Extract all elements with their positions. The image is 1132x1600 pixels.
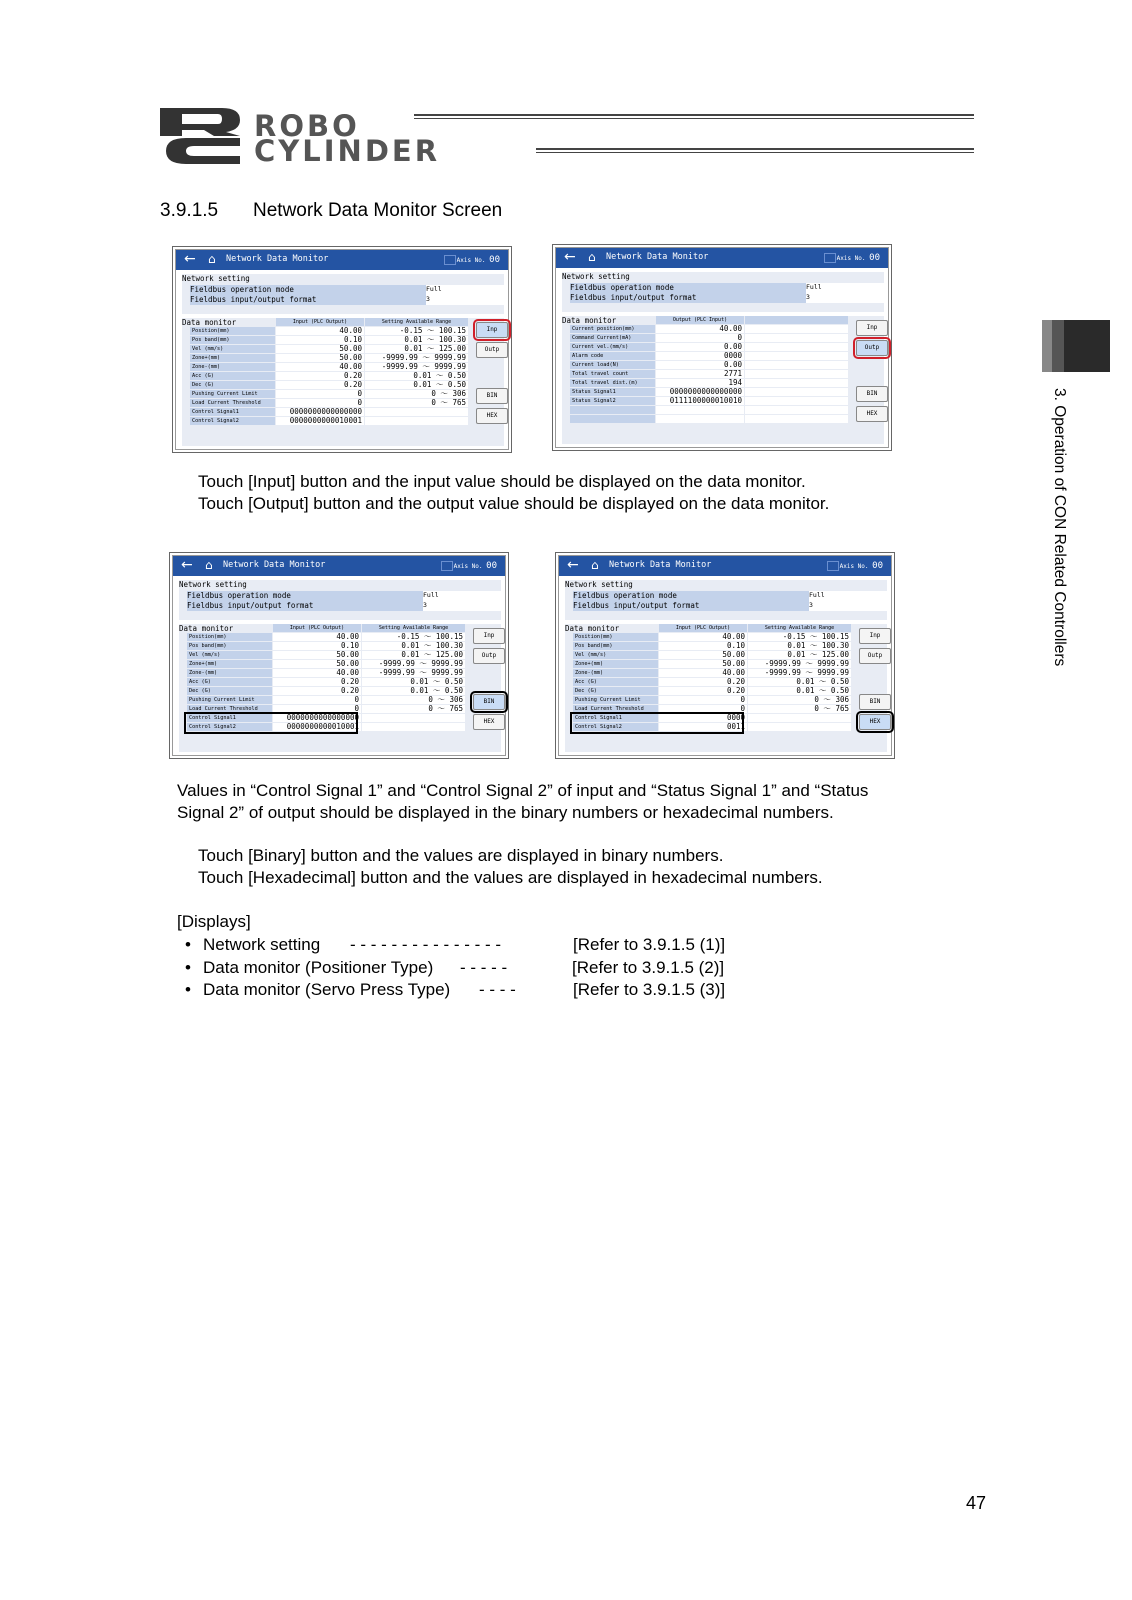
row-value: 40.00: [659, 669, 747, 677]
row-value: 40.00: [659, 633, 747, 641]
network-setting-label: Network setting: [565, 580, 633, 589]
bin-button[interactable]: BIN: [856, 386, 888, 402]
outp-button[interactable]: Outp: [856, 340, 888, 356]
back-arrow-icon[interactable]: ←: [181, 557, 193, 573]
row-value: 0.10: [273, 642, 361, 650]
row-range: -9999.99 ～ 9999.99: [365, 354, 468, 362]
row-range: 0.01 ～ 125.00: [748, 651, 851, 659]
table-row: [190, 381, 470, 390]
row-value: 0.20: [273, 678, 361, 686]
row-value: 40.00: [276, 327, 364, 335]
row-label: Pushing Current Limit: [190, 390, 275, 398]
row-label: Acc (G): [187, 678, 272, 686]
row-range: 0 ～ 765: [748, 705, 851, 713]
row-label: Zone+(mm): [190, 354, 275, 362]
row-label: Zone+(mm): [573, 660, 658, 668]
column-header-range: Setting Available Range: [365, 318, 468, 326]
row-label: Pos band(mm): [573, 642, 658, 650]
data-monitor-panel: [182, 318, 504, 446]
hex-button[interactable]: HEX: [856, 406, 888, 422]
ns-row-label: Fieldbus operation mode: [570, 283, 806, 293]
row-label: Control Signal1: [190, 408, 275, 416]
home-icon[interactable]: ⌂: [205, 558, 213, 572]
values-text-line2: Signal 2” of output should be displayed in the binary numbers or hexadecimal numbers.: [177, 803, 834, 822]
row-value: 0: [276, 390, 364, 398]
row-label: Command Current(mA): [570, 334, 655, 342]
row-range: [745, 325, 848, 333]
row-value: 50.00: [276, 345, 364, 353]
axis-indicator[interactable]: [457, 255, 500, 265]
column-header-value: Input (PLC Output): [273, 624, 361, 632]
row-range: [365, 408, 468, 416]
row-range: 0 ～ 765: [365, 399, 468, 407]
axis-label: Axis No.: [453, 563, 483, 570]
hex-button[interactable]: HEX: [473, 714, 505, 730]
logo-line1: ROBO: [254, 109, 360, 143]
data-monitor-panel: [562, 316, 884, 444]
inp-button[interactable]: Inp: [856, 320, 888, 336]
table-row: [570, 415, 850, 424]
row-range: -9999.99 ～ 9999.99: [362, 669, 465, 677]
outp-button[interactable]: Outp: [859, 648, 891, 664]
control-signal-highlight: [184, 712, 358, 734]
row-range: 0.01 ～ 0.50: [365, 381, 468, 389]
row-label: Acc (G): [573, 678, 658, 686]
list-item-ref: [Refer to 3.9.1.5 (2)]: [572, 958, 725, 977]
axis-value: 00: [869, 253, 880, 263]
row-label: Load Current Threshold: [187, 705, 272, 713]
row-range: -0.15 ～ 100.15: [748, 633, 851, 641]
back-arrow-icon[interactable]: ←: [184, 251, 196, 267]
row-range: [362, 714, 465, 722]
chapter-side-label: 3. Operation of CON Related Controllers: [1051, 388, 1068, 667]
axis-value: 00: [486, 561, 497, 571]
ns-row-label: Fieldbus input/output format: [573, 601, 809, 611]
row-range: [362, 723, 465, 731]
row-range: [748, 723, 851, 731]
row-range: 0.01 ～ 100.30: [362, 642, 465, 650]
row-value: 50.00: [659, 660, 747, 668]
chapter-tab: [1042, 320, 1110, 372]
table-row: [570, 361, 850, 370]
row-value: 0: [656, 334, 744, 342]
header-rule-top: [414, 114, 974, 122]
row-value: 0111100000010010: [656, 397, 744, 405]
column-header-value: Output (PLC Input): [656, 316, 744, 324]
axis-label: Axis No.: [456, 257, 486, 264]
row-range: [745, 388, 848, 396]
hex-button[interactable]: HEX: [859, 714, 891, 730]
data-monitor-panel: [179, 624, 501, 752]
row-value: 0011: [659, 723, 747, 731]
row-range: -0.15 ～ 100.15: [365, 327, 468, 335]
row-value: 0: [659, 705, 747, 713]
table-row: [570, 370, 850, 379]
row-value: 50.00: [273, 660, 361, 668]
screen-frame: [555, 247, 889, 448]
ns-row-value: Full: [426, 285, 504, 295]
row-label: Total travel count: [570, 370, 655, 378]
row-label: Pushing Current Limit: [187, 696, 272, 704]
row-value: 50.00: [659, 651, 747, 659]
row-label: Dec (G): [190, 381, 275, 389]
row-range: 0.01 ～ 125.00: [365, 345, 468, 353]
ns-row: [190, 295, 504, 305]
data-monitor-label: Data monitor: [565, 624, 620, 633]
row-label: Pos band(mm): [187, 642, 272, 650]
row-value: 50.00: [273, 651, 361, 659]
ns-row-value: Full: [809, 591, 887, 601]
touch-input-text: Touch [Input] button and the input value should be displayed on the data monitor.: [198, 472, 806, 491]
data-monitor-label: Data monitor: [562, 316, 617, 325]
table-row: [570, 325, 850, 334]
list-item-ref: [Refer to 3.9.1.5 (1)]: [573, 935, 726, 954]
row-value: 0: [659, 696, 747, 704]
row-value: 0.20: [659, 678, 747, 686]
column-header-value: Input (PLC Output): [659, 624, 747, 632]
screen-titlebar: [556, 248, 888, 268]
row-value: 0.00: [656, 361, 744, 369]
keyboard-icon[interactable]: [444, 255, 456, 265]
row-label: Zone-(mm): [187, 669, 272, 677]
keyboard-icon[interactable]: [827, 561, 839, 571]
network-setting-label: Network setting: [562, 272, 630, 281]
row-value: 40.00: [273, 633, 361, 641]
row-value: 0000: [659, 714, 747, 722]
row-label: Dec (G): [187, 687, 272, 695]
axis-value: 00: [872, 561, 883, 571]
screen-frame: [175, 249, 509, 450]
row-value: 40.00: [276, 363, 364, 371]
section-number: 3.9.1.5: [160, 200, 219, 221]
screen-titlebar: [173, 556, 505, 576]
row-label: [570, 415, 655, 423]
row-value: 0000000000000000: [276, 408, 364, 416]
row-value: 0.10: [276, 336, 364, 344]
bin-button[interactable]: BIN: [473, 694, 505, 710]
column-header-range: Setting Available Range: [748, 624, 851, 632]
row-range: [745, 352, 848, 360]
ns-row: [573, 601, 887, 611]
screen-title: Network Data Monitor: [609, 560, 712, 570]
row-value: [656, 406, 744, 414]
row-range: -0.15 ～ 100.15: [362, 633, 465, 641]
ns-row-label: Fieldbus operation mode: [190, 285, 426, 295]
data-monitor-label: Data monitor: [182, 318, 237, 327]
row-value: 0.00: [656, 343, 744, 351]
row-value: 0: [276, 399, 364, 407]
row-range: 0.01 ～ 100.30: [748, 642, 851, 650]
row-label: Zone-(mm): [190, 363, 275, 371]
axis-label: Axis No.: [836, 255, 866, 262]
row-label: Position(mm): [573, 633, 658, 641]
row-label: Vel (mm/s): [187, 651, 272, 659]
list-item-label: Network setting: [203, 935, 321, 954]
row-range: -9999.99 ～ 9999.99: [748, 660, 851, 668]
screen-title: Network Data Monitor: [223, 560, 326, 570]
row-range: 0 ～ 765: [362, 705, 465, 713]
network-setting-panel: [562, 272, 884, 312]
row-label: Vel (mm/s): [190, 345, 275, 353]
ns-row-label: Fieldbus input/output format: [187, 601, 423, 611]
row-value: 50.00: [276, 354, 364, 362]
section-title: [160, 200, 502, 222]
row-label: Vel (mm/s): [573, 651, 658, 659]
row-value: 0.20: [273, 687, 361, 695]
screen-titlebar: [176, 250, 508, 270]
ns-row-value: 3: [426, 295, 504, 305]
home-icon[interactable]: ⌂: [588, 250, 596, 264]
row-value: 0000000000000000: [273, 714, 361, 722]
network-setting-panel: [565, 580, 887, 620]
rc-logo-mark-icon: [160, 108, 250, 164]
list-item: •: [185, 958, 191, 977]
row-range: 0.01 ～ 0.50: [362, 687, 465, 695]
home-icon[interactable]: ⌂: [591, 558, 599, 572]
ns-row-value: Full: [423, 591, 501, 601]
row-label: Current load(N): [570, 361, 655, 369]
row-range: [745, 343, 848, 351]
ns-row: [187, 591, 501, 601]
table-row: [570, 406, 850, 415]
values-text-line1: Values in “Control Signal 1” and “Control Signal 2” of input and “Status Signal 1” and “Status: [177, 781, 869, 800]
keyboard-icon[interactable]: [824, 253, 836, 263]
row-label: Current position(mm): [570, 325, 655, 333]
section-heading: Network Data Monitor Screen: [253, 200, 503, 221]
back-arrow-icon[interactable]: ←: [567, 557, 579, 573]
row-label: Pos band(mm): [190, 336, 275, 344]
row-value: 0.20: [659, 687, 747, 695]
row-range: [745, 379, 848, 387]
data-monitor-panel: [565, 624, 887, 752]
screen-titlebar: [559, 556, 891, 576]
bin-button[interactable]: BIN: [476, 388, 508, 404]
screen-hex-monitor: [555, 552, 895, 759]
ns-row: [187, 601, 501, 611]
row-value: [656, 415, 744, 423]
row-label: Control Signal1: [187, 714, 272, 722]
screen-title: Network Data Monitor: [226, 254, 329, 264]
row-range: 0 ～ 306: [362, 696, 465, 704]
row-label: Control Signal2: [190, 417, 275, 425]
row-label: Acc (G): [190, 372, 275, 380]
control-signal-highlight: [570, 712, 744, 734]
back-arrow-icon[interactable]: ←: [564, 249, 576, 265]
network-setting-label: Network setting: [182, 274, 250, 283]
row-range: [745, 397, 848, 405]
list-item-label: Data monitor (Positioner Type): [203, 958, 434, 977]
outp-button[interactable]: Outp: [476, 342, 508, 358]
row-value: 0: [273, 696, 361, 704]
row-value: 0000000000000000: [656, 388, 744, 396]
screen-input-monitor: [172, 246, 512, 453]
ns-row-value: 3: [809, 601, 887, 611]
ns-row-label: Fieldbus input/output format: [190, 295, 426, 305]
ns-row: [573, 591, 887, 601]
row-value: 2771: [656, 370, 744, 378]
list-item-ref: [Refer to 3.9.1.5 (3)]: [573, 980, 726, 999]
table-row: [573, 696, 853, 705]
list-item-dashes: - - - - -: [460, 958, 508, 977]
table-row: [573, 687, 853, 696]
row-range: 0 ～ 306: [748, 696, 851, 704]
row-label: Zone+(mm): [187, 660, 272, 668]
screen-frame: [558, 555, 892, 756]
page-number: 47: [966, 1493, 987, 1513]
table-row: [570, 352, 850, 361]
row-range: [745, 370, 848, 378]
table-row: [190, 390, 470, 399]
axis-label: Axis No.: [839, 563, 869, 570]
row-value: 0.20: [276, 381, 364, 389]
row-value: 0.10: [659, 642, 747, 650]
row-range: [745, 334, 848, 342]
row-value: 0000: [656, 352, 744, 360]
touch-hex-text: Touch [Hexadecimal] button and the values are displayed in hexadecimal numbers.: [198, 868, 823, 887]
robo-cylinder-logo: [160, 108, 980, 168]
screen-binary-monitor: [169, 552, 509, 759]
data-monitor-label: Data monitor: [179, 624, 234, 633]
ns-row-label: Fieldbus operation mode: [187, 591, 423, 601]
touch-binary-text: Touch [Binary] button and the values are displayed in binary numbers.: [198, 846, 724, 865]
network-setting-panel: [179, 580, 501, 620]
row-range: 0.01 ～ 0.50: [748, 687, 851, 695]
bin-button[interactable]: BIN: [859, 694, 891, 710]
row-label: Pushing Current Limit: [573, 696, 658, 704]
row-range: 0.01 ～ 100.30: [365, 336, 468, 344]
row-label: Load Current Threshold: [573, 705, 658, 713]
row-value: 0.20: [276, 372, 364, 380]
screen-frame: [172, 555, 506, 756]
row-range: [745, 415, 848, 423]
home-icon[interactable]: ⌂: [208, 252, 216, 266]
row-label: [570, 406, 655, 414]
axis-indicator[interactable]: [454, 561, 497, 571]
row-value: 194: [656, 379, 744, 387]
column-header-range: [745, 316, 848, 324]
ns-row: [190, 285, 504, 295]
screen-output-monitor: [552, 244, 892, 451]
row-range: 0.01 ～ 0.50: [362, 678, 465, 686]
row-value: 40.00: [656, 325, 744, 333]
ns-row: [570, 283, 884, 293]
table-row: [570, 397, 850, 406]
network-setting-panel: [182, 274, 504, 314]
row-range: [365, 417, 468, 425]
row-label: Dec (G): [573, 687, 658, 695]
row-range: 0 ～ 306: [365, 390, 468, 398]
row-label: Total travel dist.(m): [570, 379, 655, 387]
axis-value: 00: [489, 255, 500, 265]
column-header-value: Input (PLC Output): [276, 318, 364, 326]
list-item: •: [185, 935, 191, 954]
network-setting-label: Network setting: [179, 580, 247, 589]
row-range: -9999.99 ～ 9999.99: [362, 660, 465, 668]
axis-indicator[interactable]: [837, 253, 880, 263]
row-label: Current vel.(mm/s): [570, 343, 655, 351]
table-row: [190, 417, 470, 426]
row-range: 0.01 ～ 0.50: [365, 372, 468, 380]
table-row: [187, 687, 467, 696]
row-label: Alarm code: [570, 352, 655, 360]
outp-button[interactable]: Outp: [473, 648, 505, 664]
ns-row-value: 3: [806, 293, 884, 303]
row-value: 0: [273, 705, 361, 713]
table-row: [187, 696, 467, 705]
row-range: [745, 406, 848, 414]
list-item-dashes: - - - -: [479, 980, 516, 999]
hex-button[interactable]: HEX: [476, 408, 508, 424]
column-header-range: Setting Available Range: [362, 624, 465, 632]
displays-heading: [Displays]: [177, 912, 251, 931]
row-value: 40.00: [273, 669, 361, 677]
inp-button[interactable]: Inp: [859, 628, 891, 644]
touch-output-text: Touch [Output] button and the output value should be displayed on the data monitor.: [198, 494, 830, 513]
row-range: [745, 361, 848, 369]
screen-title: Network Data Monitor: [606, 252, 709, 262]
row-label: Load Current Threshold: [190, 399, 275, 407]
row-range: 0.01 ～ 0.50: [748, 678, 851, 686]
table-row: [570, 343, 850, 352]
row-label: Status Signal2: [570, 397, 655, 405]
row-label: Control Signal2: [573, 723, 658, 731]
row-label: Zone-(mm): [573, 669, 658, 677]
row-range: 0.01 ～ 125.00: [362, 651, 465, 659]
row-range: -9999.99 ～ 9999.99: [748, 669, 851, 677]
list-item-label: Data monitor (Servo Press Type): [203, 980, 451, 999]
table-row: [570, 334, 850, 343]
ns-row-label: Fieldbus input/output format: [570, 293, 806, 303]
inp-button[interactable]: Inp: [476, 322, 508, 338]
row-range: [748, 714, 851, 722]
axis-indicator[interactable]: [840, 561, 883, 571]
logo-line2: CYLINDER: [254, 134, 441, 168]
inp-button[interactable]: Inp: [473, 628, 505, 644]
row-label: Position(mm): [187, 633, 272, 641]
ns-row-label: Fieldbus operation mode: [573, 591, 809, 601]
list-item-dashes: - - - - - - - - - - - - - - -: [350, 935, 502, 954]
row-value: 0000000000010001: [276, 417, 364, 425]
row-label: Status Signal1: [570, 388, 655, 396]
ns-row-value: Full: [806, 283, 884, 293]
row-value: 0000000000010001: [273, 723, 361, 731]
row-range: -9999.99 ～ 9999.99: [365, 363, 468, 371]
row-label: Control Signal1: [573, 714, 658, 722]
row-label: Control Signal2: [187, 723, 272, 731]
header-rule-bottom: [536, 148, 974, 156]
row-label: Position(mm): [190, 327, 275, 335]
ns-row-value: 3: [423, 601, 501, 611]
list-item: •: [185, 980, 191, 999]
ns-row: [570, 293, 884, 303]
keyboard-icon[interactable]: [441, 561, 453, 571]
